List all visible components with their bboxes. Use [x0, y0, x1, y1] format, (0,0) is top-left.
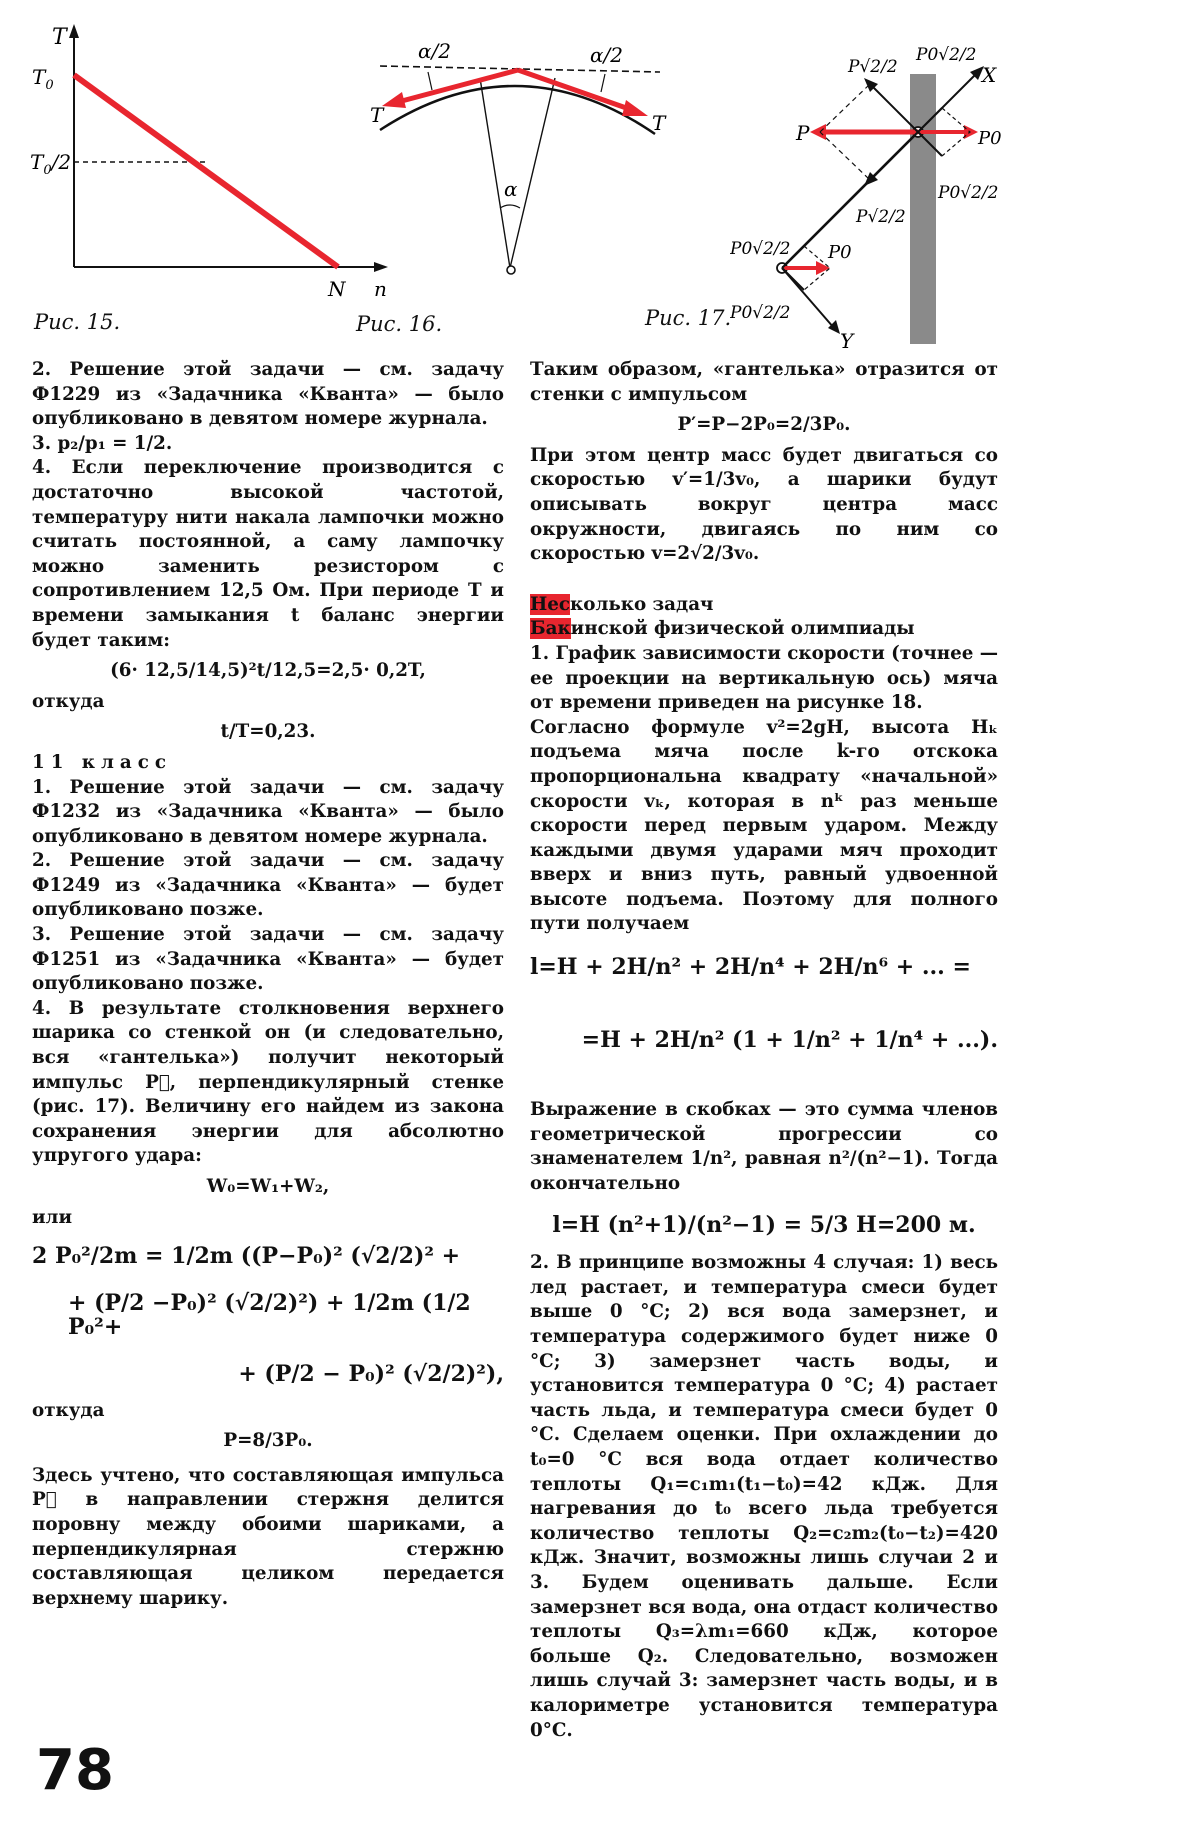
- x-axis-label: n: [374, 277, 387, 301]
- left-p11: Здесь учтено, что составляющая импульса P⃗ в направлении стержня делится поровну между обоими шариками, а перпендикулярная стержню составляющая целиком передается верхнему шарику.: [32, 1464, 504, 1609]
- right-p2: При этом центр масс будет двигаться со скоростью v′=1/3v₀, а шарики будут описывать вокруг центра масс окружности, двигаясь по ним со скоростью v=2√2/3v₀.: [530, 444, 998, 565]
- radius-left: [480, 78, 510, 268]
- t0-half-label: $T_0/2$: [30, 150, 72, 178]
- figure-16: [370, 30, 670, 290]
- angle-right-label: α/2: [590, 43, 623, 67]
- label-p-sqrt2-top: P√2/2: [848, 57, 898, 77]
- label-p0-lower: P0: [828, 242, 852, 263]
- right-p6: 2. В принципе возможны 4 случая: 1) весь лед растает, и температура смеси будет выше 0 °С; 2) вся вода замерзнет, и температура содержимого будет ниже 0 °С; 3) замерзнет часть воды, и установится температура 0 °С; 4) растает часть льда, и температура смеси будет 0 °С. Сделаем оценки. При охлаждении до t₀=0 °С вся вода отдает количество теплоты Q₁=c₁m₁(t₁−t₀)=42 кДж. Для нагревания до t₀ всего льда требуется количество теплоты Q₂=c₂m₂(t₀−t₂)=420 кДж. Значит, возможны лишь случаи 2 и 3. Будем оценивать дальше. Если замерзнет вся вода, она отдаст количество теплоты Q₃=λm₁=660 кДж, которое больше Q₂. Следовательно, возможен лишь случай 3: замерзнет часть воды, и в калориметре установится температура 0°С.: [530, 1252, 998, 1741]
- tension-left-label: T: [370, 103, 384, 127]
- label-p0-right: P0: [978, 128, 1002, 149]
- apex-angle-label: α: [504, 177, 518, 201]
- formula-energy-balance: (6· 12,5/14,5)²t/12,5=2,5· 0,2T,: [110, 660, 426, 682]
- left-p9: или: [32, 1206, 73, 1228]
- figure-17: [730, 22, 1180, 352]
- label-p: P: [796, 121, 810, 145]
- figure-15: [30, 22, 400, 307]
- caption-fig17: Рис. 17.: [645, 306, 732, 330]
- heading-highlight-2: Бак: [530, 618, 571, 640]
- caption-fig16: Рис. 16.: [356, 312, 443, 336]
- p-vector-arrow: [810, 124, 826, 140]
- formula-energy-1: 2 P₀²/2m = 1/2m ((P−P₀)² (√2/2)² +: [32, 1243, 461, 1270]
- tension-right-label: T: [652, 111, 666, 135]
- label-p0-sqrt2-top: P0√2/2: [916, 45, 977, 65]
- tension-right-arrow: [622, 100, 648, 116]
- angle-tick-left: [428, 72, 432, 90]
- section-11-class: 11 класс: [32, 751, 173, 773]
- left-p7: 3. Решение этой задачи — см. задачу Ф1251 из «Задачника «Кванта» — будет опубликовано позже.: [32, 924, 504, 995]
- left-p6: 2. Решение этой задачи — см. задачу Ф1249 из «Задачника «Кванта» — будет опубликовано позже.: [32, 850, 504, 921]
- temperature-line: [74, 75, 338, 267]
- tension-left-arrow: [382, 92, 406, 108]
- t0-label: $T_0$: [32, 65, 54, 93]
- heading-text-2: инской физической олимпиады: [570, 618, 915, 640]
- section-heading: [530, 593, 998, 642]
- heading-line-1: [530, 593, 998, 618]
- left-column: [32, 358, 504, 1611]
- right-p1: Таким образом, «гантелька» отразится от стенки с импульсом: [530, 359, 998, 405]
- formula-energy-3: + (P/2 − P₀)² (√2/2)²),: [238, 1360, 504, 1387]
- label-p0-sqrt2-left: P0√2/2: [730, 239, 791, 259]
- label-p0-sqrt2-mid: P0√2/2: [938, 183, 999, 203]
- n-label: N: [328, 277, 346, 301]
- arc: [380, 86, 655, 134]
- label-y-axis: Y: [840, 329, 854, 352]
- right-column: [530, 358, 998, 1743]
- lower-comp-down: [782, 268, 804, 290]
- formula-energy-2: + (P/2 −P₀)² (√2/2)²) + 1/2m (1/2 P₀²+: [68, 1289, 471, 1341]
- left-p1: 2. Решение этой задачи — см. задачу Ф1229 из «Задачника «Кванта» — было опубликовано в девятом номере журнала.: [32, 359, 504, 430]
- formula-final-path: l=H (n²+1)/(n²−1) = 5/3 H=200 м.: [552, 1211, 976, 1238]
- left-p8: 4. В результате столкновения верхнего шарика со стенкой он (и следовательно, вся «гантелька») получит некоторый импульс P⃗, перпендикулярный стенке (рис. 17). Величину его найдем из закона сохранения энергии для абсолютно упругого удара:: [32, 997, 504, 1167]
- label-p0-sqrt2-bottom: P0√2/2: [730, 303, 791, 323]
- y-axis-label: T: [52, 25, 67, 50]
- heading-highlight-1: Нес: [530, 593, 571, 615]
- wall: [910, 74, 936, 344]
- angle-tick-right: [601, 74, 605, 92]
- label-x-axis: X: [982, 63, 997, 87]
- left-p10: откуда: [32, 1399, 105, 1421]
- tension-right: [518, 70, 632, 110]
- formula-path-2: =H + 2H/n² (1 + 1/n² + 1/n⁴ + ...).: [581, 1026, 998, 1053]
- p0-vector-arrow: [964, 125, 978, 139]
- caption-fig15: Рис. 15.: [34, 310, 121, 334]
- page-number: 78: [36, 1738, 114, 1803]
- formula-p-prime: P′=P−2P₀=2/3P₀.: [677, 414, 851, 436]
- label-p-sqrt2-mid: P√2/2: [856, 207, 906, 227]
- left-p3: 4. Если переключение производится с достаточно высокой частотой, температуру нити накала лампочки можно считать постоянной, а саму лампочку можно заменить резистором с сопротивлением 12,5 Ом. При периоде T и времени замыкания t баланс энергии будет таким:: [32, 457, 504, 651]
- angle-left-label: α/2: [418, 39, 451, 63]
- angle-arc: [500, 205, 520, 208]
- left-p4: откуда: [32, 690, 105, 712]
- heading-text-1: колько задач: [570, 593, 714, 615]
- left-p5: 1. Решение этой задачи — см. задачу Ф1232 из «Задачника «Кванта» — было опубликовано в девятом номере журнала.: [32, 776, 504, 847]
- p0-lower-arrow: [816, 261, 830, 275]
- right-p3: 1. График зависимости скорости (точнее — ее проекции на вертикальную ось) мяча от времени приведен на рисунке 18.: [530, 642, 998, 714]
- right-p5: Выражение в скобках — это сумма членов геометрической прогрессии со знаменателем 1/n², равная n²/(n²−1). Тогда окончательно: [530, 1099, 998, 1195]
- pivot: [507, 266, 515, 274]
- formula-path-1: l=H + 2H/n² + 2H/n⁴ + 2H/n⁶ + ... =: [530, 954, 971, 981]
- formula-w0: W₀=W₁+W₂,: [206, 1176, 330, 1197]
- formula-p: P=8/3P₀.: [223, 1430, 313, 1452]
- y-axis-arrow: [69, 24, 79, 38]
- radius-right: [510, 78, 555, 268]
- heading-line-2: [530, 617, 998, 642]
- formula-t-over-T: t/T=0,23.: [220, 721, 316, 743]
- left-p2: 3. p₂/p₁ = 1/2.: [32, 432, 173, 454]
- right-p4: Согласно формуле v²=2gH, высота Hₖ подъема мяча после k-го отскока пропорциональна квадрату «начальной» скорости vₖ, которая в nᵏ раз меньше скорости перед первым ударом. Между каждыми двумя ударами мяч проходит вверх и вниз путь, равный удвоенной высоте подъема. Поэтому для полного пути получаем: [530, 716, 998, 935]
